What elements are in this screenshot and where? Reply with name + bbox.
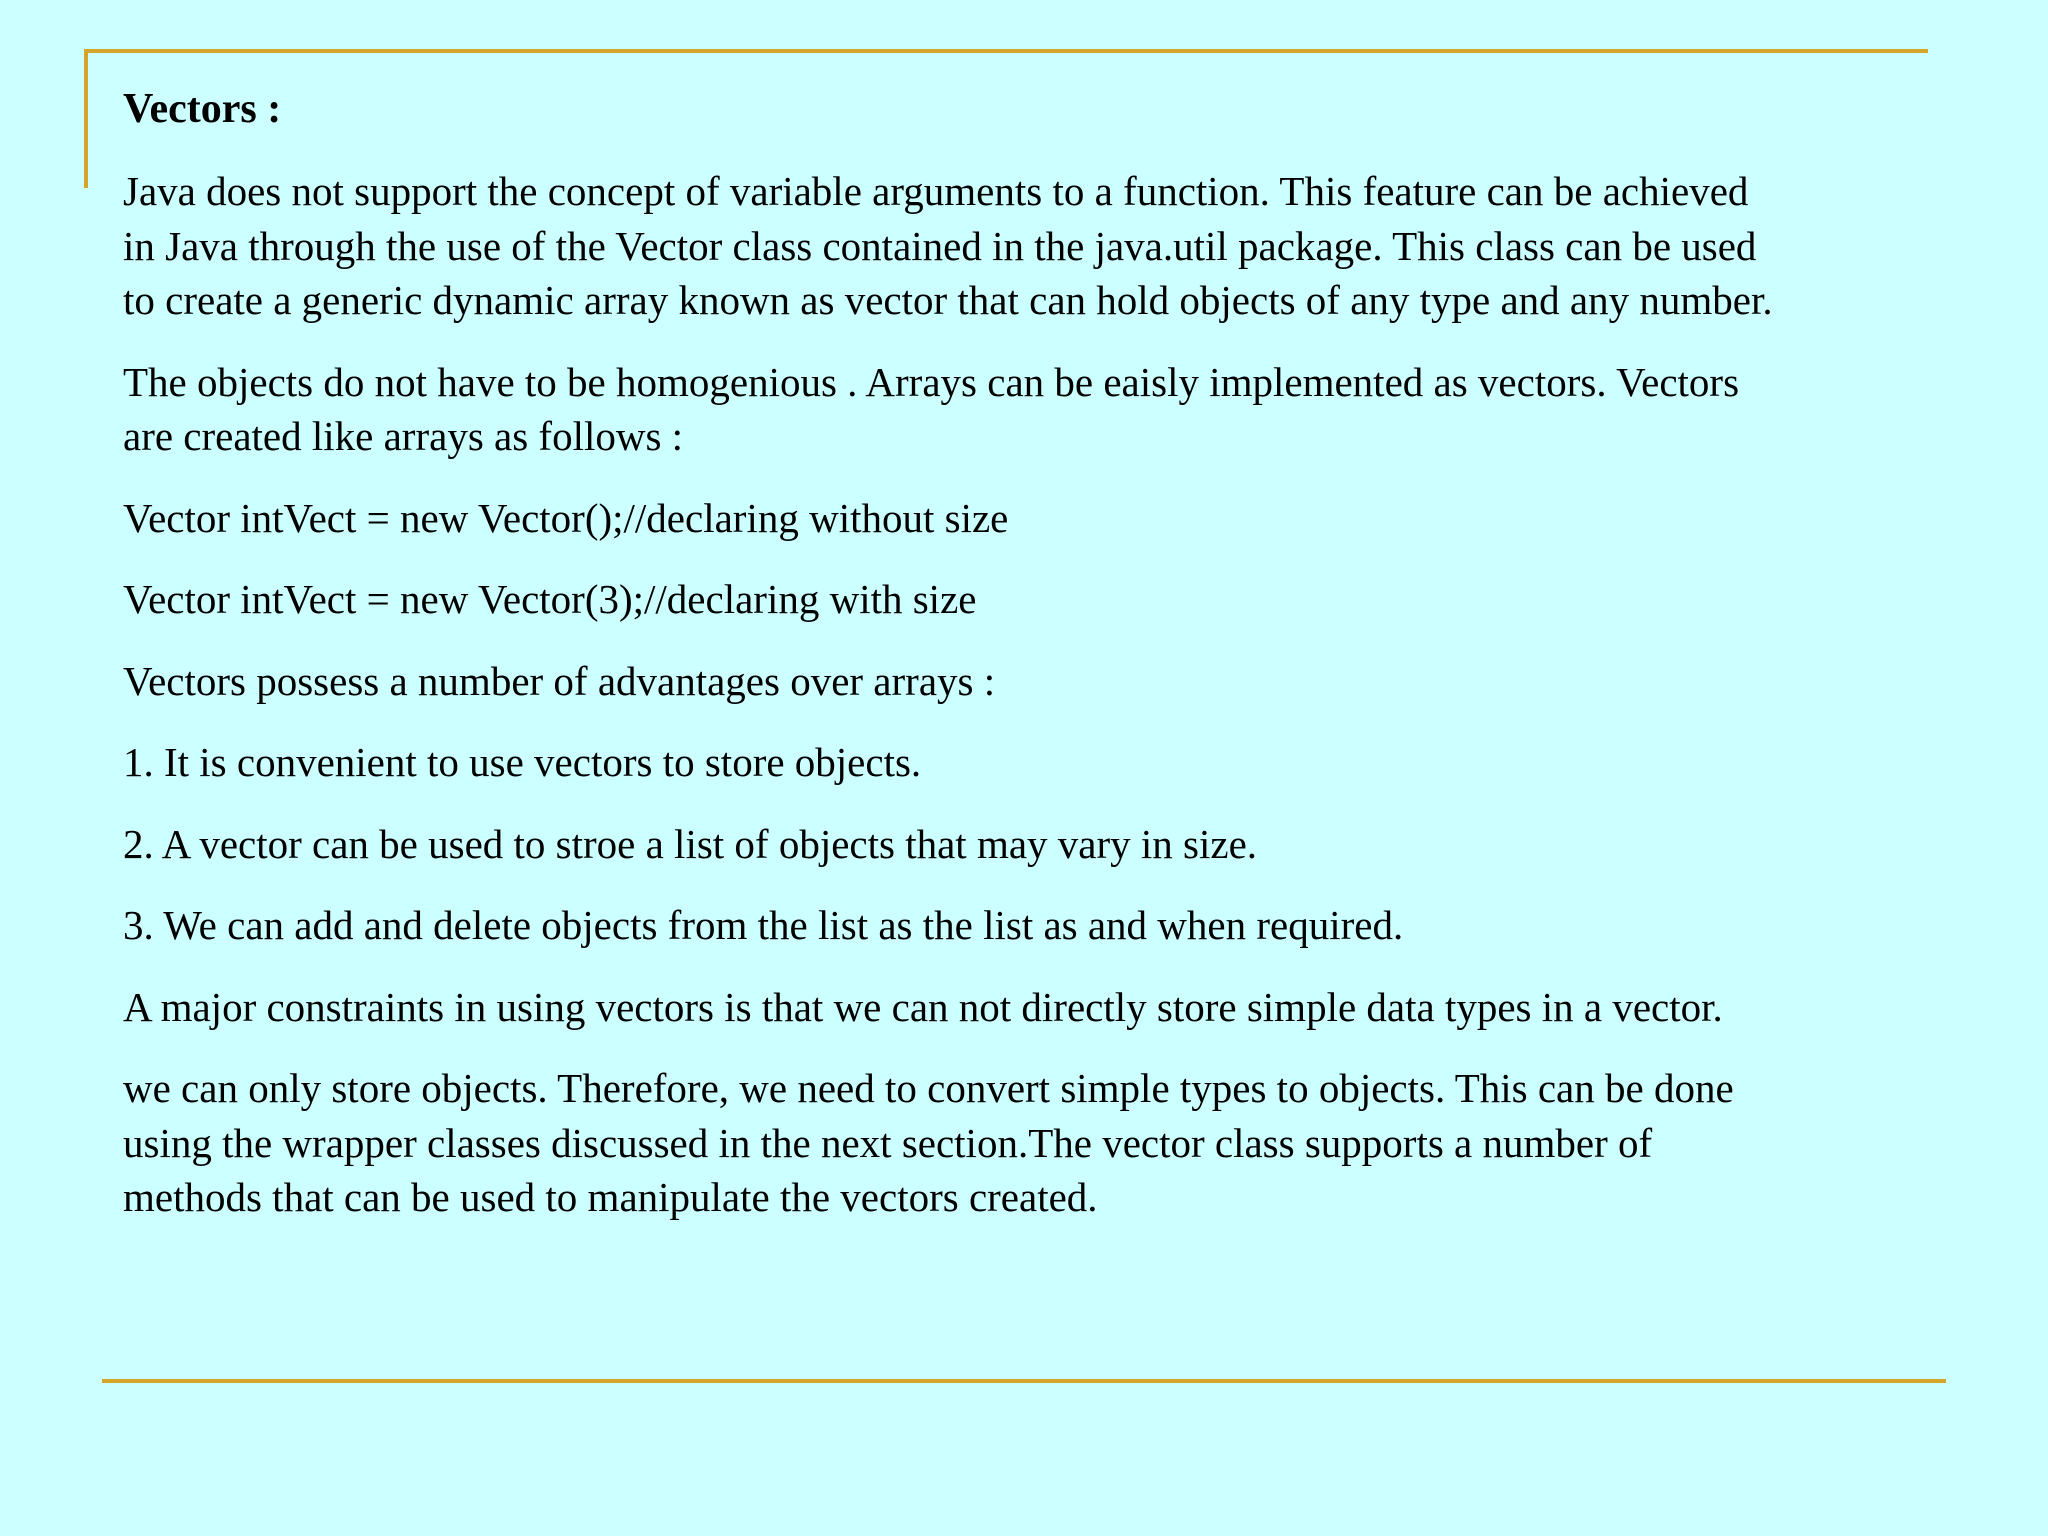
bottom-rule [102, 1379, 1946, 1383]
text-line: 2. A vector can be used to stroe a list of objects that may vary in size. [123, 820, 1258, 867]
text-line: in Java through the use of the Vector class contained in the java.util package. This class can be used [123, 222, 1757, 269]
paragraph-wrapper-classes [123, 1061, 1983, 1225]
text-line: Vectors possess a number of advantages over arrays : [123, 657, 996, 704]
code-line-without-size [123, 491, 1983, 546]
text-line: Vector intVect = new Vector();//declaring without size [123, 494, 1009, 541]
top-rule [84, 49, 1928, 53]
list-item-3 [123, 898, 1983, 953]
paragraph-constraint [123, 980, 1983, 1035]
code-line-with-size [123, 572, 1983, 627]
paragraph-advantages-heading [123, 654, 1983, 709]
left-rule [84, 49, 88, 188]
text-line: The objects do not have to be homogenious . Arrays can be eaisly implemented as vectors. Vectors [123, 358, 1740, 405]
slide-body [123, 82, 1983, 1252]
text-line: methods that can be used to manipulate the vectors created. [123, 1174, 1098, 1220]
text-line: 3. We can add and delete objects from the list as the list as and when required. [123, 902, 1404, 948]
list-item-2 [123, 817, 1983, 872]
paragraph-homogeneous [123, 355, 1983, 464]
list-item-1 [123, 735, 1983, 790]
text-line: using the wrapper classes discussed in the next section.The vector class supports a number of [123, 1119, 1653, 1166]
slide-title: Vectors : [123, 86, 282, 132]
text-line: Java does not support the concept of variable arguments to a function. This feature can be achieved [123, 168, 1749, 214]
text-line: we can only store objects. Therefore, we need to convert simple types to objects. This can be done [123, 1065, 1734, 1111]
text-line: are created like arrays as follows : [123, 413, 684, 459]
text-line: to create a generic dynamic array known as vector that can hold objects of any type and any number. [123, 277, 1773, 323]
text-line: 1. It is convenient to use vectors to store objects. [123, 739, 922, 785]
text-line: Vector intVect = new Vector(3);//declaring with size [123, 576, 977, 622]
paragraph-intro [123, 164, 1983, 328]
text-line: A major constraints in using vectors is that we can not directly store simple data types in a vector. [123, 983, 1723, 1030]
